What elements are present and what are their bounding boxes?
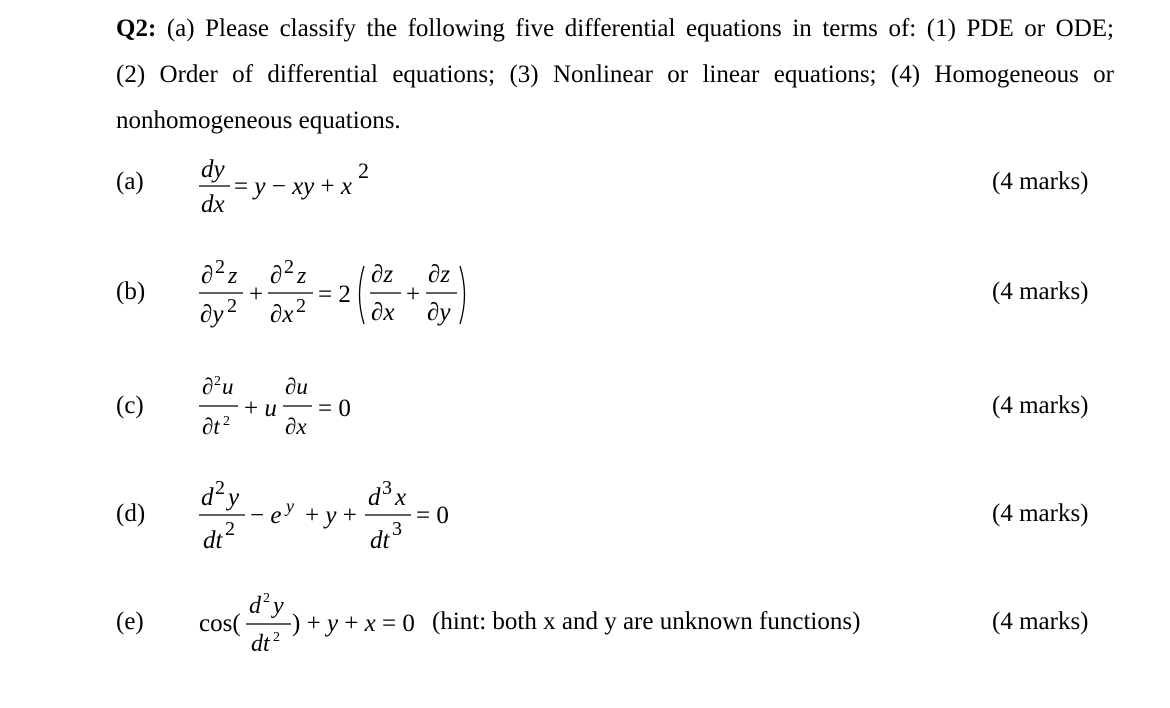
question-paragraph: [116, 6, 1114, 144]
svg-text:y: y: [273, 593, 284, 619]
question-line-2: (2) Order of differential equations; (3) Nonlinear or linear equations; (4) Homogeneous or: [116, 61, 1114, 88]
svg-text:3: 3: [382, 477, 392, 499]
svg-text:∂u: ∂u: [285, 374, 308, 399]
svg-text:dt: dt: [203, 527, 223, 554]
item-marks: (4 marks): [992, 278, 1089, 305]
question-line-1: Q2: (a) Please classify the following five differential equations in terms of: (1) PDE or ODE;: [116, 15, 1114, 42]
item-marks: (4 marks): [992, 500, 1089, 527]
svg-text:dy: dy: [201, 156, 225, 183]
item-label: (c): [116, 392, 144, 419]
question-number: Q2:: [116, 15, 157, 42]
svg-text:z: z: [228, 263, 238, 289]
equation-e: [0, 588, 1170, 708]
item-marks: (4 marks): [992, 608, 1089, 635]
svg-text:3: 3: [392, 518, 402, 540]
svg-text:x: x: [395, 484, 407, 511]
svg-text:+ u: + u: [244, 395, 277, 422]
svg-text:2: 2: [273, 630, 280, 645]
svg-text:∂x: ∂x: [270, 301, 294, 328]
svg-text:2: 2: [296, 295, 306, 317]
svg-text:u: u: [222, 374, 234, 399]
item-a: [0, 150, 1170, 250]
svg-text:∂y: ∂y: [427, 299, 451, 326]
svg-text:2: 2: [215, 256, 225, 278]
svg-text:∂y: ∂y: [200, 301, 224, 328]
svg-text:2: 2: [223, 414, 230, 429]
svg-text:2: 2: [358, 158, 369, 183]
item-label: (d): [116, 500, 146, 527]
item-b: [0, 258, 1170, 358]
svg-text:∂: ∂: [202, 374, 214, 399]
svg-text:= 0: = 0: [416, 502, 449, 529]
equation-d: [0, 478, 1170, 598]
svg-text:∂x: ∂x: [285, 414, 307, 439]
item-marks: (4 marks): [992, 392, 1089, 419]
svg-text:2: 2: [225, 518, 235, 540]
svg-text:dx: dx: [201, 191, 225, 218]
svg-text:+: +: [406, 281, 421, 308]
item-hint: (hint: both x and y are unknown functions): [432, 608, 861, 635]
svg-text:2: 2: [263, 591, 270, 606]
question-line-3: nonhomogeneous equations.: [116, 107, 401, 134]
svg-text:= 2: = 2: [318, 281, 351, 308]
svg-text:∂t: ∂t: [202, 414, 220, 439]
svg-text:dt: dt: [251, 631, 270, 657]
svg-text:∂: ∂: [201, 262, 214, 289]
svg-text:∂z: ∂z: [371, 261, 394, 288]
svg-text:2: 2: [227, 295, 237, 317]
item-marks: (4 marks): [992, 168, 1089, 195]
svg-text:cos(: cos(: [199, 610, 241, 637]
svg-text:∂z: ∂z: [428, 261, 451, 288]
svg-text:+ y +: + y +: [305, 502, 357, 529]
svg-text:= y − xy + x: = y − xy + x: [234, 173, 352, 200]
svg-text:) + y + x = 0: ) + y + x = 0: [292, 610, 415, 637]
svg-text:2: 2: [215, 477, 225, 499]
svg-text:d: d: [249, 593, 261, 619]
item-label: (e): [116, 608, 144, 635]
svg-text:z: z: [297, 263, 307, 289]
svg-text:= 0: = 0: [318, 395, 351, 422]
svg-text:∂: ∂: [270, 262, 283, 289]
svg-text:2: 2: [214, 374, 221, 389]
item-label: (b): [116, 278, 146, 305]
item-d: [0, 478, 1170, 578]
item-e: [0, 588, 1170, 688]
svg-text:− e: − e: [250, 502, 282, 529]
item-c: [0, 372, 1170, 472]
svg-text:y: y: [286, 496, 294, 516]
svg-text:d: d: [368, 484, 381, 511]
svg-text:2: 2: [284, 256, 294, 278]
svg-text:d: d: [201, 484, 214, 511]
svg-text:dt: dt: [370, 527, 390, 554]
svg-text:+: +: [249, 281, 264, 308]
item-label: (a): [116, 168, 144, 195]
svg-text:∂x: ∂x: [371, 299, 395, 326]
equation-c: [0, 372, 1170, 492]
svg-text:y: y: [228, 484, 240, 511]
equation-b: [0, 258, 1170, 378]
